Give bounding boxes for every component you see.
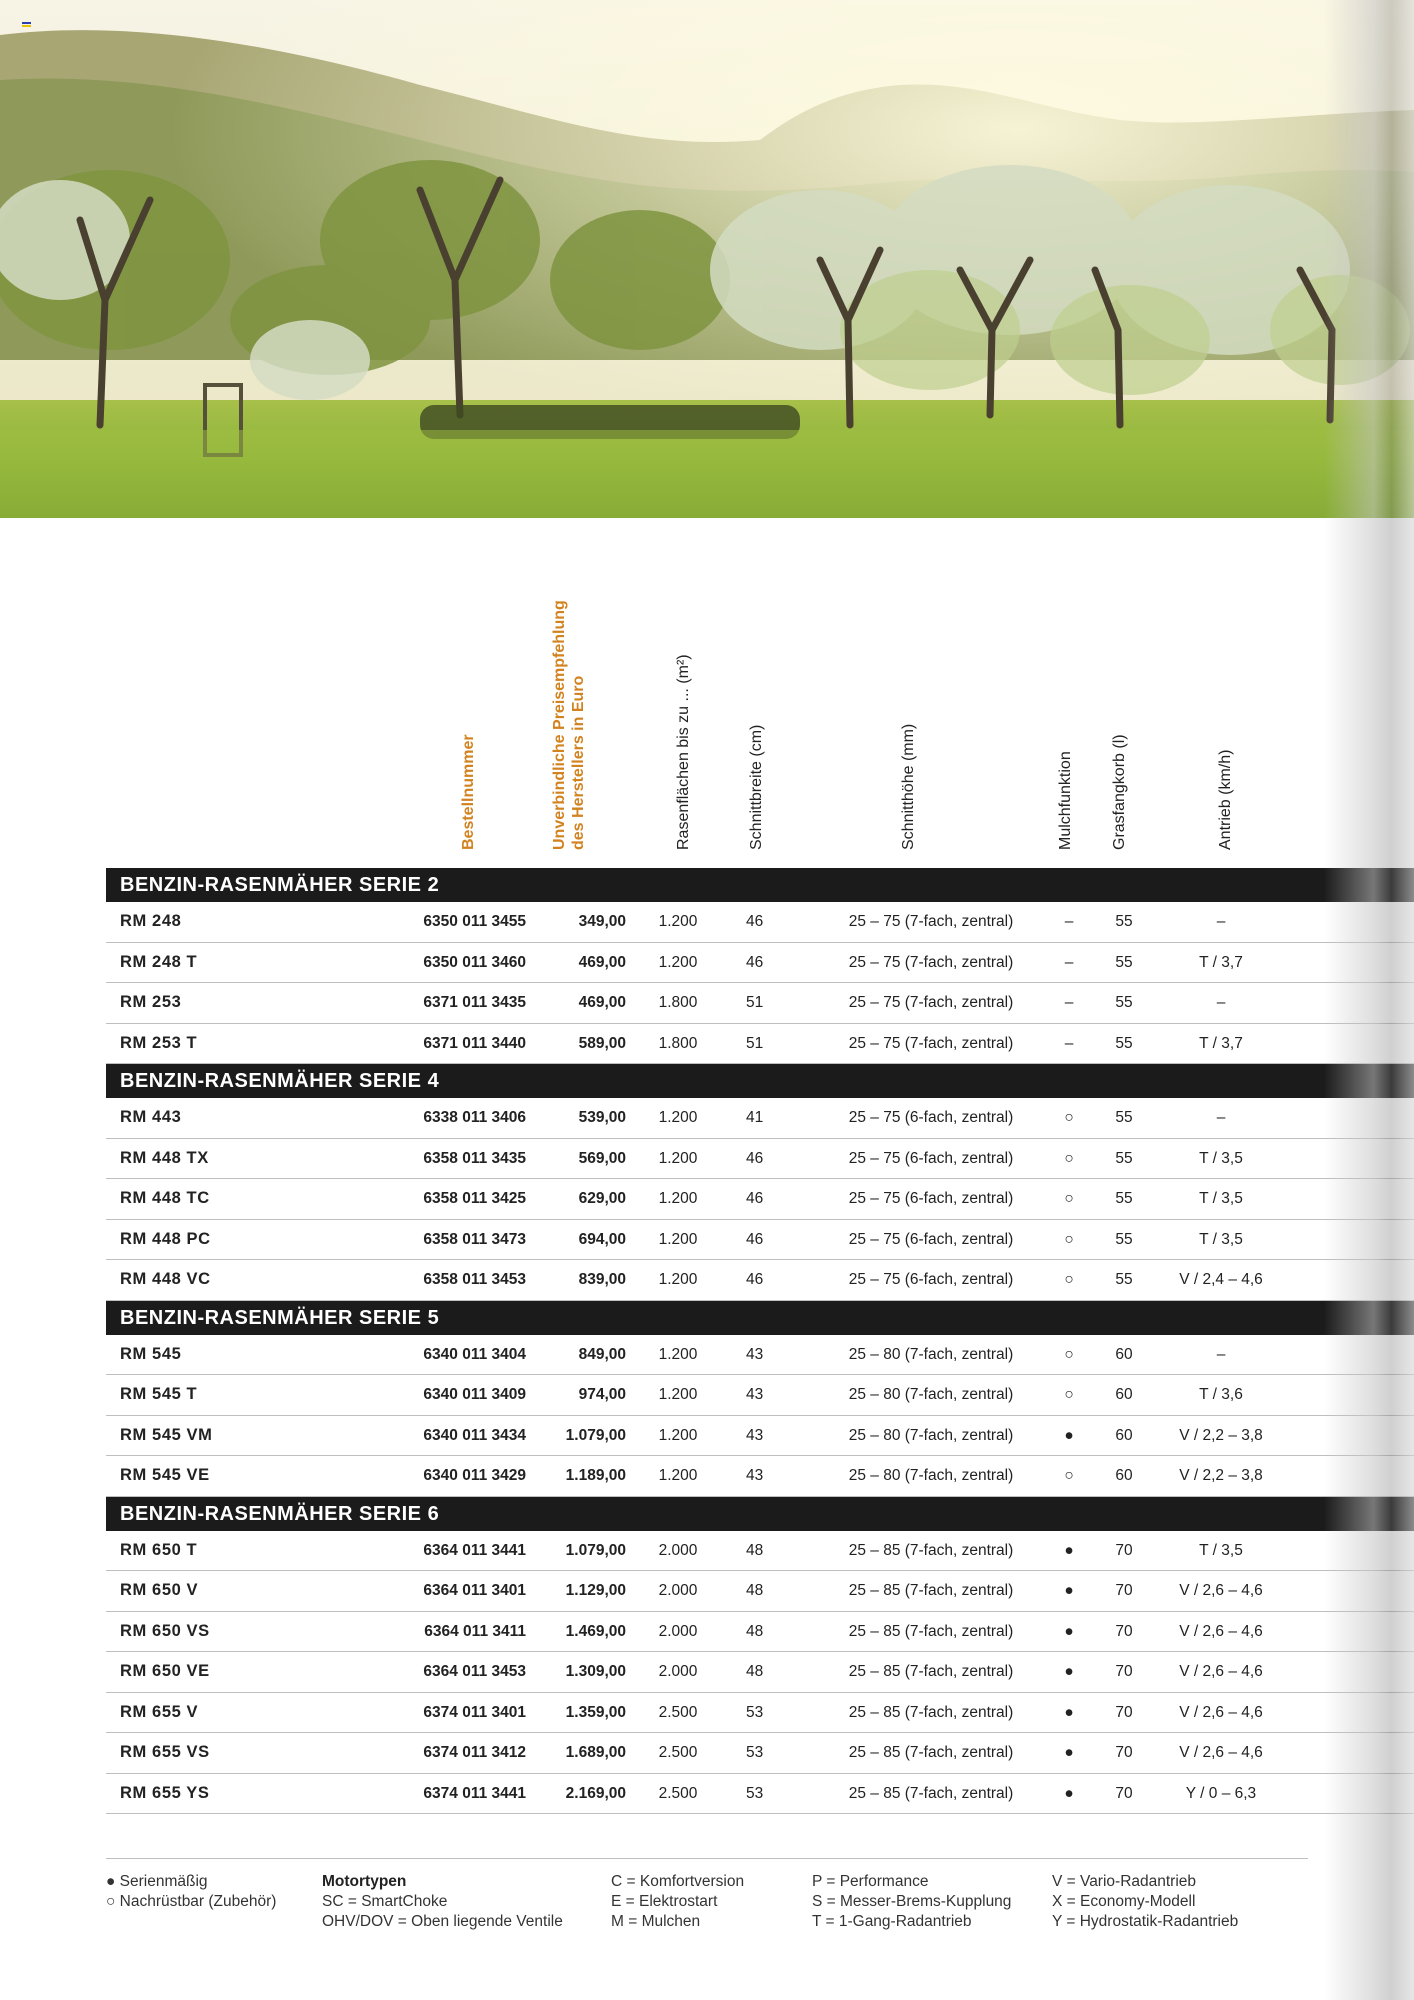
order-number: 6358 011 3435 — [423, 1149, 526, 1167]
drive: V / 2,6 – 4,6 — [1179, 1744, 1263, 1761]
order-number: 6340 011 3434 — [423, 1426, 526, 1444]
model-name: RM 545 T — [120, 1385, 198, 1403]
mulch-indicator: ○ — [1064, 1271, 1074, 1288]
legend-motor-title: Motortypen — [322, 1873, 407, 1890]
drive: V / 2,6 – 4,6 — [1179, 1622, 1263, 1640]
table-row — [106, 1456, 1414, 1497]
column-header-grass-bag: Grasfangkorb (l) — [1111, 734, 1128, 850]
table-row — [106, 1733, 1414, 1774]
mulch-indicator: ● — [1064, 1622, 1074, 1640]
cut-width: 46 — [746, 913, 764, 930]
legend-item: T = 1-Gang-Radantrieb — [812, 1913, 972, 1930]
drive: V / 2,2 – 3,8 — [1179, 1426, 1263, 1444]
lawn-area: 1.200 — [658, 1467, 698, 1484]
cut-height: 25 – 75 (7-fach, zentral) — [848, 913, 1014, 930]
table-row — [106, 943, 1414, 984]
legend-item: E = Elektrostart — [611, 1893, 718, 1910]
drive: – — [1216, 1109, 1226, 1126]
legend-item: V = Vario-Radantrieb — [1052, 1873, 1197, 1890]
price: 1.309,00 — [565, 1663, 626, 1680]
table-row — [106, 1139, 1414, 1180]
cut-width: 43 — [746, 1426, 764, 1444]
model-name: RM 253 — [120, 993, 182, 1011]
lawn-area: 1.200 — [658, 1386, 698, 1403]
model-name: RM 448 VC — [120, 1270, 211, 1288]
legend-col-5 — [1052, 1872, 1238, 1932]
series-header: BENZIN-RASENMÄHER SERIE 2 — [106, 868, 1414, 902]
column-header-cut-width: Schnittbreite (cm) — [748, 724, 765, 850]
legend-standard: ● Serienmäßig — [106, 1873, 208, 1890]
mulch-indicator: ○ — [1064, 1386, 1074, 1403]
grass-bag: 55 — [1115, 1271, 1133, 1288]
legend-item: S = Messer-Brems-Kupplung — [812, 1893, 1012, 1910]
price: 1.689,00 — [565, 1744, 626, 1761]
mulch-indicator: ○ — [1064, 1149, 1074, 1167]
mulch-indicator: ● — [1064, 1582, 1074, 1599]
order-number: 6358 011 3453 — [423, 1271, 526, 1288]
grass-bag: 70 — [1115, 1663, 1133, 1680]
order-number: 6340 011 3404 — [423, 1345, 526, 1363]
price: 839,00 — [578, 1271, 626, 1288]
grass-bag: 55 — [1115, 994, 1133, 1011]
grass-bag: 60 — [1115, 1426, 1133, 1444]
order-number: 6364 011 3411 — [424, 1622, 526, 1640]
price: 1.079,00 — [565, 1426, 626, 1444]
grass-bag: 70 — [1115, 1703, 1133, 1721]
legend-motor-types — [322, 1872, 563, 1932]
table-row — [106, 1693, 1414, 1734]
mulch-indicator: ● — [1064, 1663, 1074, 1680]
order-number: 6340 011 3429 — [423, 1467, 526, 1484]
cut-width: 46 — [746, 1149, 764, 1167]
model-name: RM 443 — [120, 1108, 182, 1126]
lawn-area: 1.200 — [658, 1190, 698, 1207]
cut-height: 25 – 80 (7-fach, zentral) — [848, 1426, 1014, 1444]
price: 589,00 — [578, 1034, 626, 1052]
lawn-area: 1.800 — [658, 994, 698, 1011]
model-name: RM 650 VS — [120, 1621, 210, 1640]
order-number: 6371 011 3440 — [423, 1034, 526, 1052]
cut-height: 25 – 85 (7-fach, zentral) — [848, 1784, 1014, 1802]
cut-width: 43 — [746, 1345, 764, 1363]
cut-width: 48 — [746, 1622, 764, 1640]
cut-height: 25 – 85 (7-fach, zentral) — [848, 1541, 1014, 1559]
cut-height: 25 – 80 (7-fach, zentral) — [848, 1467, 1014, 1484]
model-name: RM 248 T — [120, 952, 198, 971]
legend-motor-item: OHV/DOV = Oben liegende Ventile — [322, 1913, 563, 1930]
legend-item: X = Economy-Modell — [1052, 1893, 1196, 1910]
grass-bag: 60 — [1115, 1467, 1133, 1484]
grass-bag: 70 — [1115, 1744, 1133, 1761]
legend-item: C = Komfortversion — [611, 1873, 745, 1890]
grass-bag: 55 — [1115, 1190, 1133, 1207]
price: 849,00 — [578, 1345, 626, 1363]
mulch-indicator: ○ — [1064, 1109, 1074, 1126]
cut-height: 25 – 75 (6-fach, zentral) — [848, 1109, 1014, 1126]
lawn-area: 2.000 — [658, 1541, 698, 1559]
table-row — [106, 1220, 1414, 1261]
price: 349,00 — [578, 913, 626, 930]
legend-motor-item: SC = SmartChoke — [322, 1893, 448, 1910]
mulch-indicator: ● — [1064, 1703, 1074, 1721]
model-name: RM 545 VM — [120, 1425, 213, 1444]
drive: – — [1216, 994, 1226, 1011]
table-row — [106, 1179, 1414, 1220]
order-number: 6350 011 3460 — [423, 953, 526, 971]
drive: T / 3,7 — [1199, 1034, 1243, 1052]
mulch-indicator: ○ — [1064, 1190, 1074, 1207]
lawn-area: 1.200 — [658, 1271, 698, 1288]
series-header: BENZIN-RASENMÄHER SERIE 5 — [106, 1301, 1414, 1335]
legend-col-3 — [611, 1872, 744, 1932]
model-name: RM 650 V — [120, 1581, 199, 1599]
order-number: 6340 011 3409 — [423, 1386, 526, 1403]
series-header: BENZIN-RASENMÄHER SERIE 6 — [106, 1497, 1414, 1531]
column-header-price: Unverbindliche Preisempfehlung des Herstellers in Euro — [551, 600, 587, 850]
drive: – — [1216, 1345, 1226, 1363]
mulch-indicator: ○ — [1064, 1345, 1074, 1363]
order-number: 6374 011 3412 — [423, 1744, 526, 1761]
cut-height: 25 – 75 (7-fach, zentral) — [848, 1034, 1014, 1052]
lawn-area: 1.200 — [658, 953, 698, 971]
column-header-cut-height: Schnitthöhe (mm) — [900, 723, 917, 850]
table-row — [106, 1024, 1414, 1065]
grass-bag: 60 — [1115, 1386, 1133, 1403]
grass-bag: 60 — [1115, 1345, 1133, 1363]
drive: T / 3,5 — [1199, 1190, 1243, 1207]
order-number: 6350 011 3455 — [423, 913, 526, 930]
cut-width: 43 — [746, 1386, 764, 1403]
cut-height: 25 – 75 (7-fach, zentral) — [848, 994, 1014, 1011]
legend — [106, 1858, 1308, 1930]
cut-height: 25 – 75 (6-fach, zentral) — [848, 1149, 1014, 1167]
price: 1.189,00 — [565, 1467, 626, 1484]
cut-width: 51 — [746, 1034, 764, 1052]
table-row — [106, 1774, 1414, 1815]
cut-height: 25 – 85 (7-fach, zentral) — [848, 1703, 1014, 1721]
model-name: RM 448 TC — [120, 1189, 210, 1207]
column-header-drive: Antrieb (km/h) — [1217, 749, 1234, 850]
cut-width: 46 — [746, 1230, 764, 1248]
table-row — [106, 1260, 1414, 1301]
drive: V / 2,6 – 4,6 — [1179, 1703, 1263, 1721]
mulch-indicator: – — [1064, 1034, 1074, 1052]
grass-bag: 70 — [1115, 1541, 1133, 1559]
drive: – — [1216, 913, 1226, 930]
mulch-indicator: ● — [1064, 1541, 1074, 1559]
grass-bag: 70 — [1115, 1622, 1133, 1640]
cut-width: 43 — [746, 1467, 764, 1484]
price: 2.169,00 — [565, 1784, 626, 1802]
drive: V / 2,2 – 3,8 — [1179, 1467, 1263, 1484]
table-row — [106, 1612, 1414, 1653]
cut-width: 46 — [746, 1271, 764, 1288]
drive: T / 3,7 — [1199, 953, 1243, 971]
grass-bag: 55 — [1115, 1034, 1133, 1052]
cut-height: 25 – 75 (6-fach, zentral) — [848, 1190, 1014, 1207]
cut-width: 51 — [746, 994, 764, 1011]
lawn-area: 2.000 — [658, 1582, 698, 1599]
order-number: 6358 011 3425 — [423, 1190, 526, 1207]
model-name: RM 655 VS — [120, 1743, 210, 1761]
price: 1.079,00 — [565, 1541, 626, 1559]
column-header-order-number: Bestellnummer — [460, 734, 477, 850]
cut-height: 25 – 85 (7-fach, zentral) — [848, 1582, 1014, 1599]
drive: T / 3,5 — [1199, 1541, 1243, 1559]
order-number: 6374 011 3401 — [423, 1703, 526, 1721]
mulch-indicator: – — [1064, 913, 1074, 930]
lawn-area: 1.200 — [658, 1109, 698, 1126]
price: 974,00 — [578, 1386, 626, 1403]
cut-width: 46 — [746, 953, 764, 971]
price: 629,00 — [578, 1190, 626, 1207]
cut-width: 48 — [746, 1663, 764, 1680]
drive: Y / 0 – 6,3 — [1185, 1784, 1257, 1802]
lawn-area: 1.800 — [658, 1034, 698, 1052]
drive: T / 3,5 — [1199, 1230, 1243, 1248]
cut-width: 46 — [746, 1190, 764, 1207]
model-name: RM 248 — [120, 912, 182, 930]
cut-height: 25 – 85 (7-fach, zentral) — [848, 1622, 1014, 1640]
drive: V / 2,4 – 4,6 — [1179, 1271, 1263, 1288]
drive: V / 2,6 – 4,6 — [1179, 1582, 1263, 1599]
grass-bag: 70 — [1115, 1582, 1133, 1599]
grass-bag: 70 — [1115, 1784, 1133, 1802]
table-row — [106, 1375, 1414, 1416]
drive: V / 2,6 – 4,6 — [1179, 1663, 1263, 1680]
table-row — [106, 1335, 1414, 1376]
model-name: RM 253 T — [120, 1033, 198, 1052]
legend-item: Y = Hydrostatik-Radantrieb — [1052, 1913, 1239, 1930]
model-name: RM 545 VE — [120, 1466, 210, 1484]
mulch-indicator: – — [1064, 953, 1074, 971]
lawn-area: 2.000 — [658, 1663, 698, 1680]
cut-height: 25 – 80 (7-fach, zentral) — [848, 1386, 1014, 1403]
table-row — [106, 1652, 1414, 1693]
grass-bag: 55 — [1115, 953, 1133, 971]
series-header: BENZIN-RASENMÄHER SERIE 4 — [106, 1064, 1414, 1098]
cut-width: 53 — [746, 1703, 764, 1721]
order-number: 6371 011 3435 — [423, 994, 526, 1011]
order-number: 6364 011 3453 — [423, 1663, 526, 1680]
legend-col-4 — [812, 1872, 1011, 1932]
legend-item: M = Mulchen — [611, 1913, 701, 1930]
lawn-area: 2.000 — [658, 1622, 698, 1640]
table-row — [106, 902, 1414, 943]
cut-width: 53 — [746, 1744, 764, 1761]
cut-height: 25 – 75 (6-fach, zentral) — [848, 1230, 1014, 1248]
legend-retrofit: ○ Nachrüstbar (Zubehör) — [106, 1893, 277, 1910]
cut-width: 53 — [746, 1784, 764, 1802]
price: 469,00 — [578, 994, 626, 1011]
order-number: 6374 011 3441 — [423, 1784, 526, 1802]
price: 569,00 — [578, 1149, 626, 1167]
cut-height: 25 – 80 (7-fach, zentral) — [848, 1345, 1014, 1363]
column-header-area: Rasenflächen bis zu ... (m²) — [675, 654, 692, 850]
model-name: RM 655 YS — [120, 1783, 210, 1802]
lawn-area: 2.500 — [658, 1784, 698, 1802]
lawn-area: 1.200 — [658, 1345, 698, 1363]
table-row — [106, 1571, 1414, 1612]
grass-bag: 55 — [1115, 913, 1133, 930]
grass-bag: 55 — [1115, 1230, 1133, 1248]
price: 1.129,00 — [565, 1582, 626, 1599]
product-table — [106, 868, 1414, 1814]
price: 1.469,00 — [565, 1622, 626, 1640]
lawn-area: 1.200 — [658, 1149, 698, 1167]
cut-height: 25 – 85 (7-fach, zentral) — [848, 1744, 1014, 1761]
cut-height: 25 – 75 (7-fach, zentral) — [848, 953, 1014, 971]
cut-width: 41 — [746, 1109, 764, 1126]
cut-width: 48 — [746, 1541, 764, 1559]
price: 694,00 — [578, 1230, 626, 1248]
mulch-indicator: ○ — [1064, 1467, 1074, 1484]
order-number: 6358 011 3473 — [423, 1230, 526, 1248]
model-name: RM 655 V — [120, 1702, 199, 1721]
mulch-indicator: – — [1064, 994, 1074, 1011]
cut-height: 25 – 85 (7-fach, zentral) — [848, 1663, 1014, 1680]
table-row — [106, 1531, 1414, 1572]
model-name: RM 448 PC — [120, 1229, 211, 1248]
mulch-indicator: ● — [1064, 1784, 1074, 1802]
model-name: RM 650 T — [120, 1540, 198, 1559]
mulch-indicator: ● — [1064, 1426, 1074, 1444]
lawn-area: 2.500 — [658, 1744, 698, 1761]
table-row — [106, 1416, 1414, 1457]
legend-symbols — [106, 1872, 276, 1912]
lawn-area: 1.200 — [658, 1426, 698, 1444]
mulch-indicator: ○ — [1064, 1230, 1074, 1248]
cut-height: 25 – 75 (6-fach, zentral) — [848, 1271, 1014, 1288]
model-name: RM 650 VE — [120, 1662, 210, 1680]
legend-item: P = Performance — [812, 1873, 929, 1890]
cut-width: 48 — [746, 1582, 764, 1599]
table-row — [106, 983, 1414, 1024]
model-name: RM 448 TX — [120, 1148, 209, 1167]
price: 539,00 — [578, 1109, 626, 1126]
column-header-mulch: Mulchfunktion — [1057, 751, 1074, 850]
grass-bag: 55 — [1115, 1109, 1133, 1126]
model-name: RM 545 — [120, 1344, 182, 1363]
lawn-area: 2.500 — [658, 1703, 698, 1721]
table-row — [106, 1098, 1414, 1139]
price: 469,00 — [578, 953, 626, 971]
hero-photo — [0, 0, 1414, 518]
drive: T / 3,6 — [1199, 1386, 1243, 1403]
flag-icon — [22, 22, 31, 29]
lawn-area: 1.200 — [658, 913, 698, 930]
table-column-headers — [0, 560, 1414, 850]
drive: T / 3,5 — [1199, 1149, 1243, 1167]
order-number: 6364 011 3401 — [423, 1582, 526, 1599]
order-number: 6364 011 3441 — [423, 1541, 526, 1559]
mulch-indicator: ● — [1064, 1744, 1074, 1761]
lawn-area: 1.200 — [658, 1230, 698, 1248]
order-number: 6338 011 3406 — [423, 1109, 526, 1126]
grass-bag: 55 — [1115, 1149, 1133, 1167]
price: 1.359,00 — [565, 1703, 626, 1721]
